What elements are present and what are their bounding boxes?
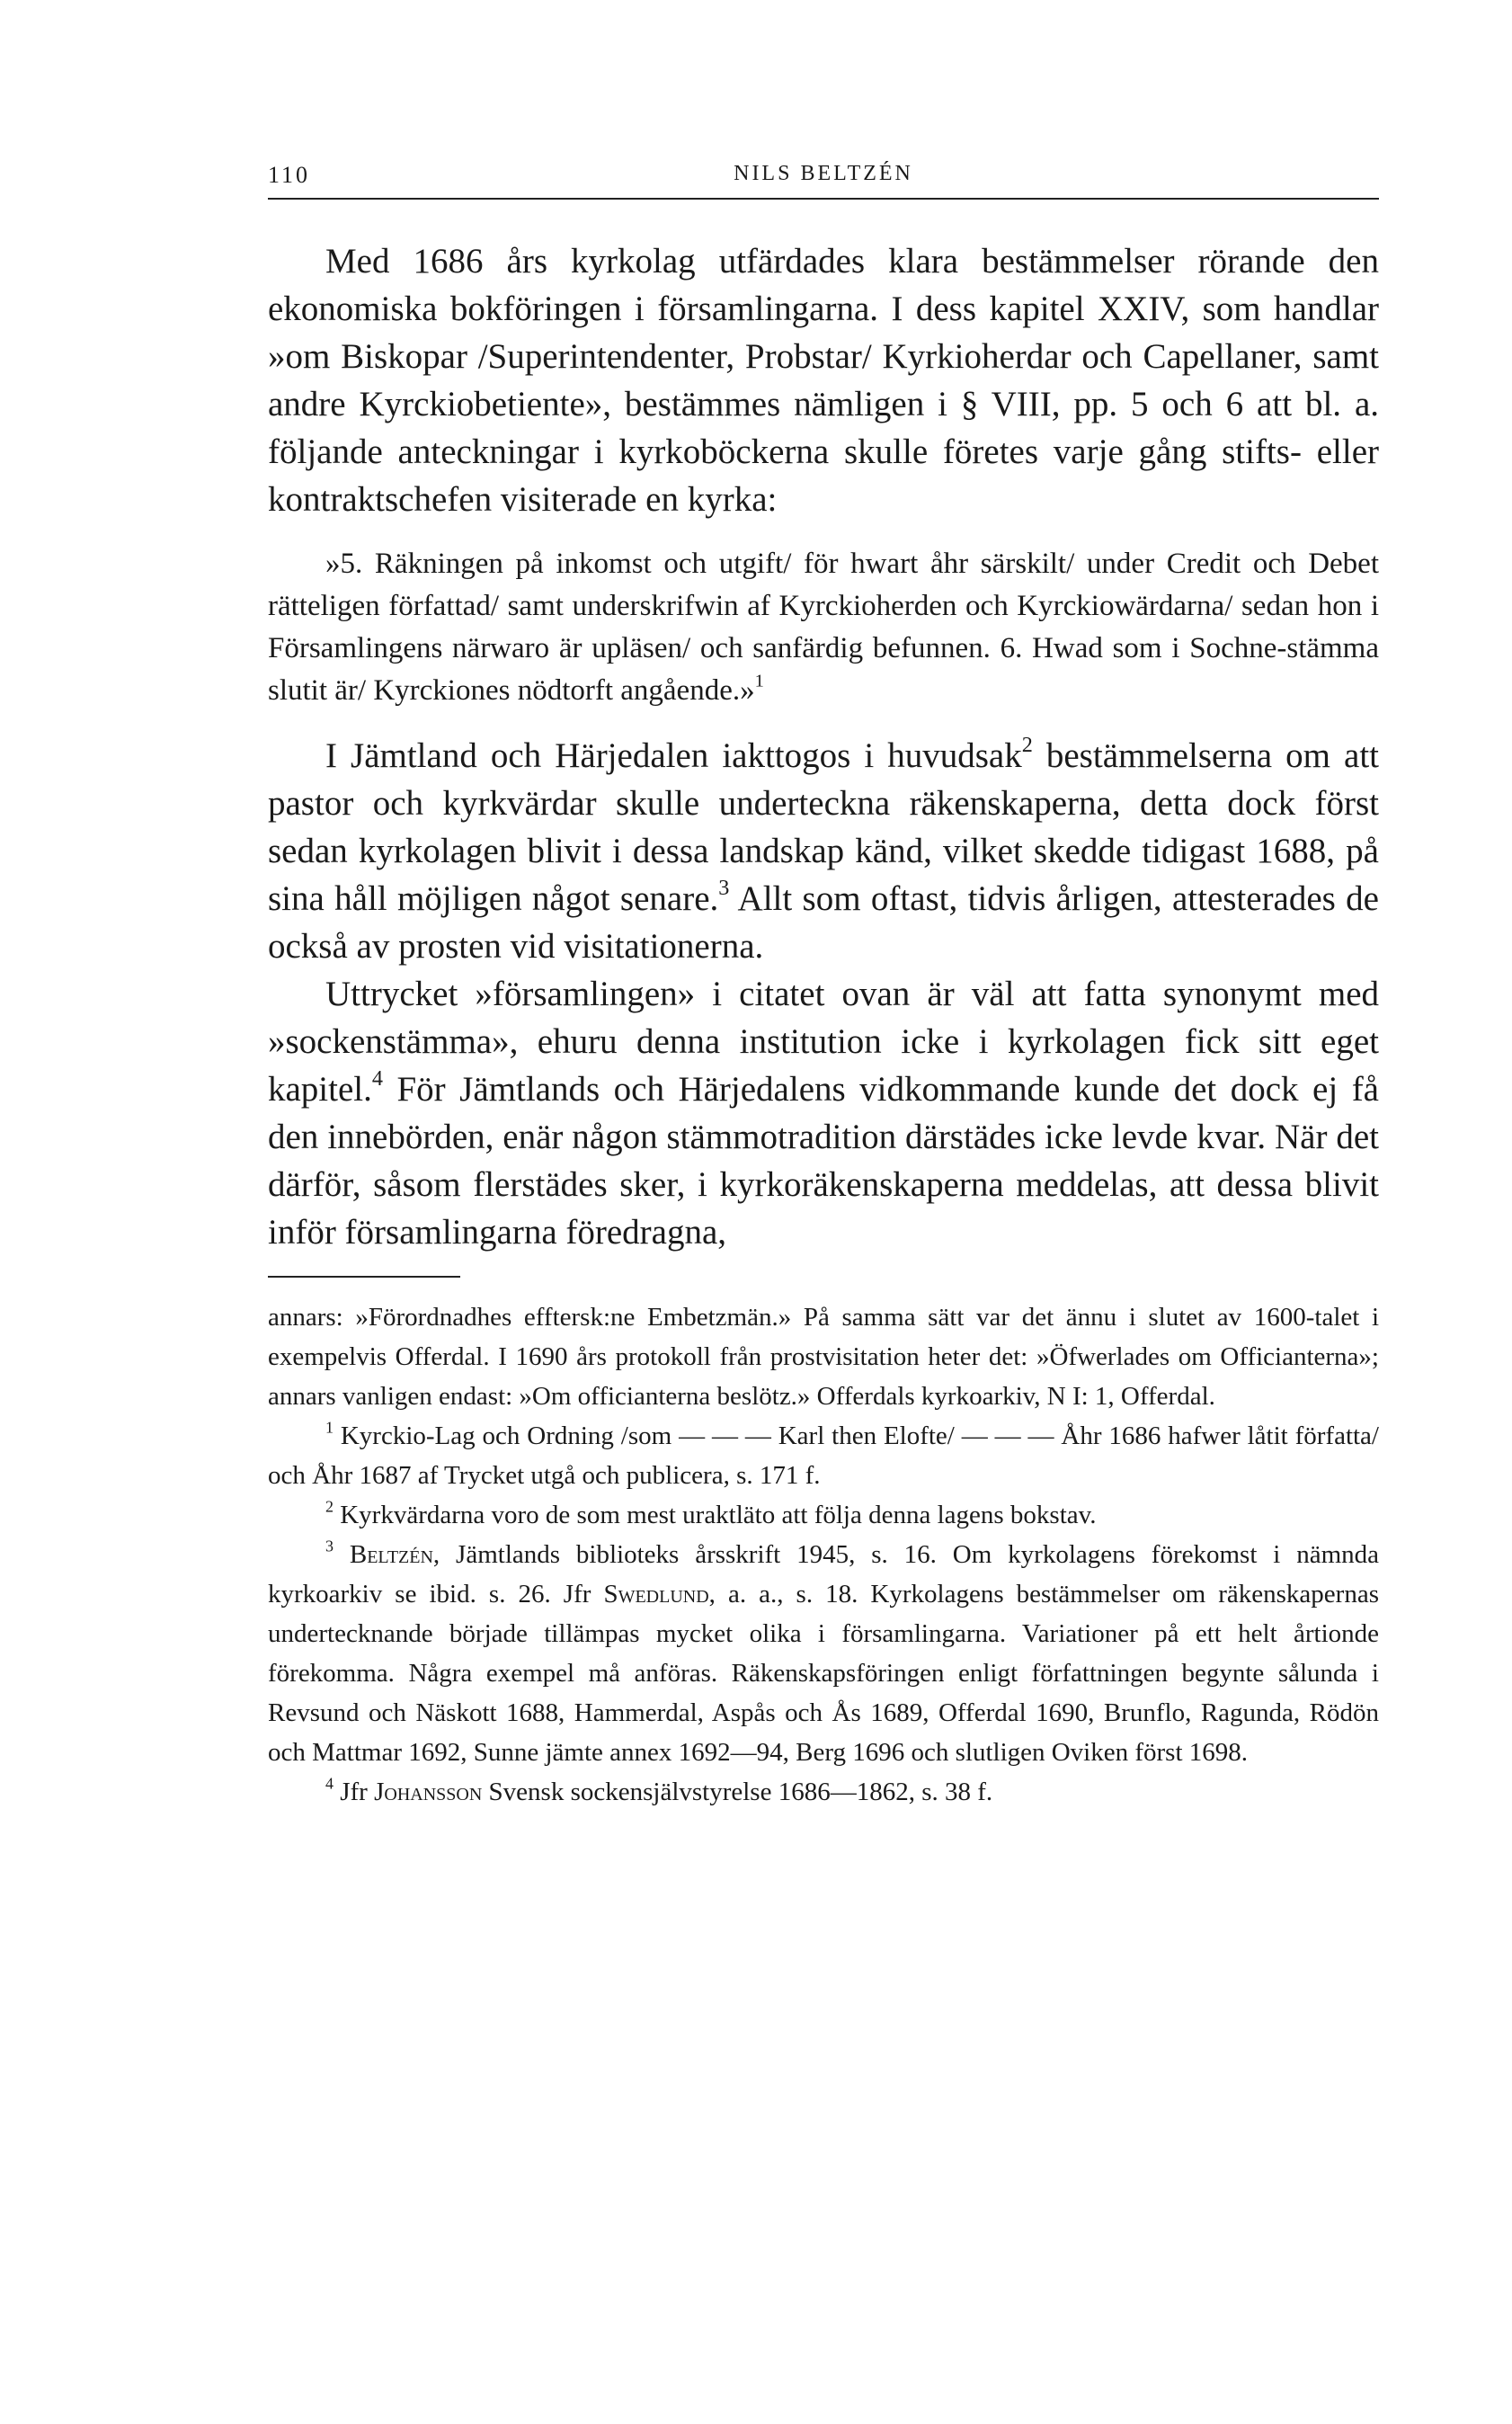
paragraph-3 (268, 970, 1379, 1256)
paragraph-2-part-b: bestämmelserna om att pastor och kyrkvärdar skulle underteckna räkenskaperna, detta dock först sedan kyrkolagen blivit i dessa landskap känd, vilket skedde tidigast 1688, på sina håll möjligen något senare. (268, 736, 1379, 918)
footnote-3-author-2: Swedlund (603, 1580, 709, 1609)
page-body (268, 237, 1379, 1812)
footnote-1-mark: 1 (325, 1418, 334, 1437)
footnote-4-mark: 4 (325, 1774, 334, 1793)
footnote-ref-4: 4 (371, 1066, 383, 1092)
paragraph-2-part-c: Allt som oftast, tidvis årligen, attesterades de också av prosten vid visitationerna. (268, 879, 1379, 966)
paragraph-3-part-b: För Jämtlands och Härjedalens vidkommande kunde det dock ej få den innebörden, enär någon stämmotradition därstädes icke levde kvar. När det därför, såsom flerstädes sker, i kyrkoräkenskaperna meddelas, att dessa blivit inför församlingarna föredragna, (268, 1070, 1379, 1252)
footnote-4 (268, 1772, 1379, 1812)
footnote-3-mark: 3 (325, 1537, 334, 1555)
footnote-ref-2: 2 (1021, 733, 1033, 758)
footnote-1 (268, 1416, 1379, 1495)
footnote-3-text-a: , Jämtlands biblioteks årsskrift 1945, s. 16. Om kyrkolagens förekomst i nämnda kyrkoarkiv se ibid. s. 26. Jfr (268, 1540, 1380, 1609)
footnote-2 (268, 1495, 1379, 1535)
paragraph-1: Med 1686 års kyrkolag utfärdades klara bestämmelser rörande den ekonomiska bokföringen i församlingarna. I dess kapitel XXIV, som handlar »om Biskopar /Superintendenter, Probstar/ Kyrkioherdar och Capellaner, samt andre Kyrckiobetiente», bestämmes nämligen i § VIII, pp. 5 och 6 att bl. a. följande anteckningar i kyrkoböckerna skulle företes varje gång stifts- eller kontraktschefen visiterade en kyrka: (268, 242, 1379, 519)
footnotes (268, 1297, 1379, 1812)
footnote-1-text: Kyrckio-Lag och Ordning /som — — — Karl then Elofte/ — — — Åhr 1686 hafwer låtit författa/ och Åhr 1687 af Trycket utgå och publicera, s. 171 f. (268, 1421, 1379, 1490)
footnote-4-prefix: Jfr (333, 1778, 375, 1806)
footnote-4-text: Svensk sockensjälvstyrelse 1686—1862, s. 38 f. (482, 1778, 993, 1806)
footnote-divider (268, 1276, 460, 1278)
block-quote (268, 543, 1379, 712)
running-head: NILS BELTZÉN (734, 162, 913, 185)
quote-text (268, 543, 1379, 712)
quote-body: »5. Räkningen på inkomst och utgift/ för hwart åhr särskilt/ under Credit och Debet rätteligen författad/ samt underskrifwin af Kyrckioherden och Kyrckiowärdarna/ sedan hon i Församlingens närwaro är upläsen/ och sanfärdig befunnen. 6. Hwad som i Sochne-stämma slutit är/ Kyrckiones nödtorft angående.» (268, 548, 1379, 707)
footnote-2-text: Kyrkvärdarna voro de som mest uraktläto att följa denna lagens bokstav. (333, 1501, 1097, 1529)
paragraph-2-part-a: I Jämtland och Härjedalen iakttogos i huvudsak (325, 736, 1022, 775)
paragraph-3-part-a: Uttrycket »församlingen» i citatet ovan är väl att fatta synonymt med »sockenstämma», ehuru denna institution icke i kyrkolagen fick sitt eget kapitel. (268, 975, 1379, 1109)
footnote-continuation: annars: »Förordnadhes efftersk:ne Embetzmän.» På samma sätt var det ännu i slutet av 1600-talet i exempelvis Offerdal. I 1690 års protokoll från prostvisitation heter det: »Öfwerlades om Officianterna»; annars vanligen endast: »Om officianterna beslötz.» Offerdals kyrkoarkiv, N I: 1, Offerdal. (268, 1303, 1379, 1411)
footnote-3-text-b: , a. a., s. 18. Kyrkolagens bestämmelser om räkenskapernas undertecknande började tillämpas mycket olika i församlingarna. Variationer på ett helt årtionde förekomma. Några exempel må anföras. Räkenskapsföringen enligt författningen begynte sålunda i Revsund och Näskott 1688, Hammerdal, Aspås och Ås 1689, Offerdal 1690, Brunflo, Ragunda, Rödön och Mattmar 1692, Sunne jämte annex 1692—94, Berg 1696 och slutligen Oviken först 1698. (268, 1580, 1379, 1767)
main-text-continued (268, 732, 1379, 1256)
footnote-3-author-1: Beltzén (349, 1540, 433, 1569)
main-text (268, 237, 1379, 523)
footnote-2-mark: 2 (325, 1497, 334, 1516)
footnote-3 (268, 1535, 1379, 1772)
page-header (268, 162, 1379, 200)
paragraph-2 (268, 732, 1379, 970)
page-number: 110 (268, 162, 311, 188)
footnote-4-author: Johansson (374, 1778, 483, 1806)
footnote-ref-3: 3 (718, 876, 730, 901)
footnote-ref-1: 1 (754, 671, 764, 691)
